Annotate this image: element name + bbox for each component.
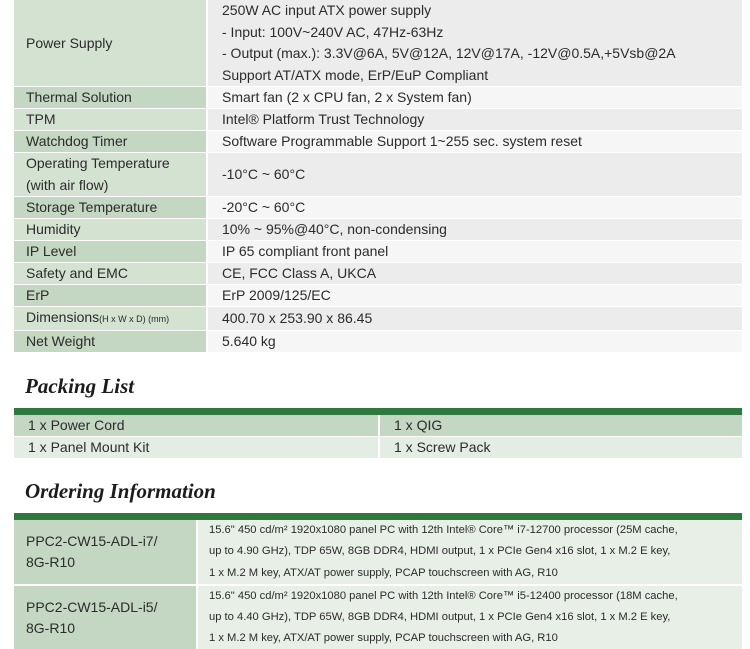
spec-row-dimensions bbox=[14, 307, 742, 331]
spec-row-watchdog-timer bbox=[14, 131, 742, 153]
desc-line: 15.6" 450 cd/m² 1920x1080 panel PC with 12th Intel® Core™ i7-12700 processor (25M cache, bbox=[209, 524, 678, 536]
spec-row-thermal-solution bbox=[14, 87, 742, 109]
model-description bbox=[197, 520, 742, 585]
packing-item: 1 x Power Cord bbox=[14, 415, 379, 437]
spec-value-line: Support AT/ATX mode, ErP/EuP Compliant bbox=[222, 66, 489, 83]
desc-line: 1 x M.2 M key, ATX/AT power supply, PCAP touchscreen with AG, R10 bbox=[209, 632, 558, 645]
desc-line: 15.6" 450 cd/m² 1920x1080 panel PC with 12th Intel® Core™ i5-12400 processor (18M cache, bbox=[209, 589, 678, 602]
spec-row-ip-level bbox=[14, 241, 742, 263]
packing-list-divider bbox=[14, 408, 742, 415]
model-description bbox=[197, 585, 742, 649]
spec-value: CE, FCC Class A, UKCA bbox=[207, 263, 742, 285]
spec-label-unit: (H x W x D) (mm) bbox=[99, 314, 170, 324]
packing-item: 1 x Panel Mount Kit bbox=[14, 437, 379, 459]
spec-value-line: - Input: 100V~240V AC, 47Hz-63Hz bbox=[222, 23, 444, 40]
spec-row-tpm bbox=[14, 109, 742, 131]
spec-row-erp bbox=[14, 285, 742, 307]
spec-label: Net Weight bbox=[14, 331, 207, 353]
spec-label: Thermal Solution bbox=[14, 87, 207, 109]
ordering-row bbox=[14, 520, 742, 585]
spec-label: Safety and EMC bbox=[14, 263, 207, 285]
spec-value: 400.70 x 253.90 x 86.45 bbox=[207, 307, 742, 331]
spec-value-line: - Output (max.): 3.3V@6A, 5V@12A, 12V@17A, -12V@0.5A,+5Vsb@2A bbox=[222, 45, 676, 61]
model-line: 8G-R10 bbox=[26, 619, 76, 636]
packing-row bbox=[14, 415, 742, 437]
model-line: 8G-R10 bbox=[26, 553, 76, 570]
desc-line: 1 x M.2 M key, ATX/AT power supply, PCAP touchscreen with AG, R10 bbox=[209, 566, 558, 579]
spec-row-safety-emc bbox=[14, 263, 742, 285]
spec-value: ErP 2009/125/EC bbox=[207, 285, 742, 307]
spec-value: -10°C ~ 60°C bbox=[207, 153, 742, 197]
spec-label bbox=[14, 307, 207, 331]
spec-row-net-weight bbox=[14, 331, 742, 353]
desc-line: up to 4.40 GHz), TDP 65W, 8GB DDR4, HDMI output, 1 x PCIe Gen4 x16 slot, 1 x M.2 E key, bbox=[209, 611, 671, 624]
spec-label: Watchdog Timer bbox=[14, 131, 207, 153]
spec-label: IP Level bbox=[14, 241, 207, 263]
spec-value: Intel® Platform Trust Technology bbox=[207, 109, 742, 131]
spec-label: TPM bbox=[14, 109, 207, 131]
packing-item: 1 x QIG bbox=[379, 415, 742, 437]
model-line: PPC2-CW15-ADL-i7/ bbox=[26, 532, 158, 549]
spec-label bbox=[14, 153, 207, 197]
ordering-table bbox=[14, 520, 742, 649]
spec-label-line: (with air flow) bbox=[26, 176, 109, 193]
spec-label-line: Operating Temperature bbox=[26, 155, 170, 171]
packing-list-heading: Packing List bbox=[25, 374, 135, 398]
packing-list-table bbox=[14, 415, 742, 459]
spec-label: ErP bbox=[14, 285, 207, 307]
model-line: PPC2-CW15-ADL-i5/ bbox=[26, 598, 158, 615]
spec-value: -20°C ~ 60°C bbox=[207, 197, 742, 219]
spec-value: Smart fan (2 x CPU fan, 2 x System fan) bbox=[207, 87, 742, 109]
ordering-info-heading: Ordering Information bbox=[25, 479, 216, 503]
spec-row-humidity bbox=[14, 219, 742, 241]
spec-value: Software Programmable Support 1~255 sec. system reset bbox=[207, 131, 742, 153]
spec-value-line: 250W AC input ATX power supply bbox=[222, 2, 432, 18]
spec-row-storage-temperature bbox=[14, 197, 742, 219]
spec-table bbox=[14, 0, 742, 353]
desc-line: up to 4.90 GHz), TDP 65W, 8GB DDR4, HDMI output, 1 x PCIe Gen4 x16 slot, 1 x M.2 E key, bbox=[209, 545, 671, 558]
model-number bbox=[14, 520, 197, 585]
spec-row-operating-temperature bbox=[14, 153, 742, 197]
packing-row bbox=[14, 437, 742, 459]
spec-row-power-supply bbox=[14, 0, 742, 87]
ordering-row bbox=[14, 585, 742, 649]
spec-value: 10% ~ 95%@40°C, non-condensing bbox=[207, 219, 742, 241]
spec-label: Storage Temperature bbox=[14, 197, 207, 219]
spec-value: 5.640 kg bbox=[207, 331, 742, 353]
model-number bbox=[14, 585, 197, 649]
spec-label-text: Dimensions bbox=[26, 309, 100, 325]
spec-label: Power Supply bbox=[14, 0, 207, 87]
ordering-info-divider bbox=[14, 513, 742, 520]
spec-label: Humidity bbox=[14, 219, 207, 241]
spec-value: IP 65 compliant front panel bbox=[207, 241, 742, 263]
packing-item: 1 x Screw Pack bbox=[379, 437, 742, 459]
spec-value bbox=[207, 0, 742, 87]
